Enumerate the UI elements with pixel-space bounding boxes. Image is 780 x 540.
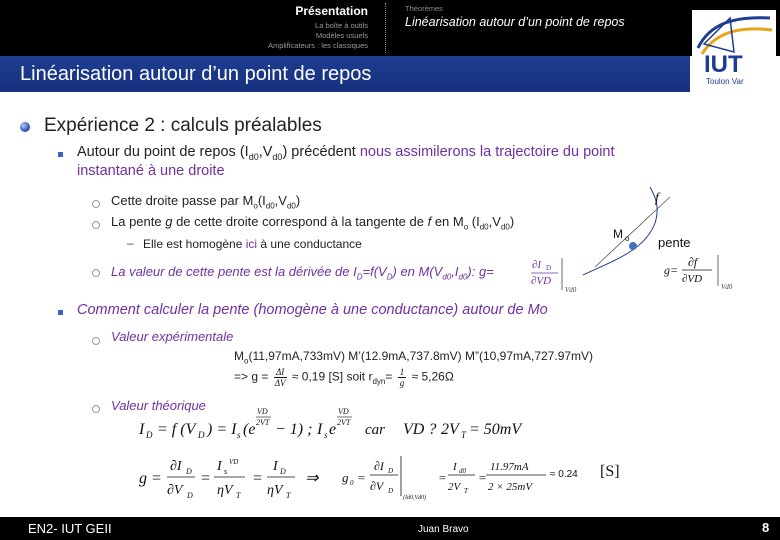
slide-title: Linéarisation autour d’un point de repos xyxy=(20,63,372,85)
svg-text:D: D xyxy=(187,491,193,500)
heading-experience: Expérience 2 : calculs préalables xyxy=(44,115,322,136)
svg-text:Vd0: Vd0 xyxy=(721,283,733,291)
bullet-circle xyxy=(92,405,100,413)
logo-subtext: Toulon Var xyxy=(706,77,744,86)
svg-text:Vd0: Vd0 xyxy=(565,286,577,294)
header-nav-item[interactable]: La boîte à outils xyxy=(315,21,368,30)
svg-text:⇒: ⇒ xyxy=(305,470,319,487)
point-label-sub: o xyxy=(625,234,630,243)
svg-text:T: T xyxy=(461,430,467,440)
bullet-circle xyxy=(92,221,100,229)
bullet-circle xyxy=(92,337,100,345)
svg-text:D: D xyxy=(146,430,153,440)
dash-bullet: – xyxy=(127,236,134,250)
dash-text-conductance: Elle est homogène ici à une conductance xyxy=(143,237,362,251)
formula-g-diagram xyxy=(662,252,747,292)
svg-text:=: = xyxy=(200,470,211,487)
header-current-section[interactable]: Linéarisation autour d’un point de repos xyxy=(405,15,625,29)
svg-text:car: car xyxy=(365,422,385,438)
svg-text:∂I: ∂I xyxy=(532,259,542,271)
experimental-result: => g = ΔI ΔV ≈ 0,19 [S] soit $r_{dyn}= 1$ g ≈ 5,26Ω xyxy=(234,367,454,388)
svg-text:I: I xyxy=(453,461,457,473)
bullet-round xyxy=(20,122,30,132)
footer-author: Juan Bravo xyxy=(418,524,469,535)
svg-text:∂VD: ∂VD xyxy=(531,275,552,287)
svg-text:T: T xyxy=(236,491,241,500)
formula-diode-equation xyxy=(135,404,535,444)
bullet-square xyxy=(58,152,63,157)
svg-text:(e: (e xyxy=(243,421,256,438)
fraction-inverse: 1 g xyxy=(399,367,405,388)
subbullet-derivee: La valeur de cette pente est la dérivée de $I_D=f(V_D)$ en $M(V_{d0},I_{d0})$: g= xyxy=(111,264,494,282)
svg-text:∂f: ∂f xyxy=(688,255,698,269)
bullet-square xyxy=(58,310,63,315)
bullet-circle xyxy=(92,200,100,208)
subbullet-pente: La pente g de cette droite correspond à la tangente de f en $M_o$ $(I_{d0},V_{d0})$ xyxy=(111,214,515,232)
svg-text:e: e xyxy=(329,421,337,438)
point-label: M xyxy=(613,227,623,241)
svg-text:VD ?: VD ? xyxy=(403,421,437,438)
header-nav-item[interactable]: Théorèmes xyxy=(405,4,443,13)
svg-text:s: s xyxy=(237,430,241,440)
svg-text:=: = xyxy=(478,470,487,485)
header-separator xyxy=(385,3,386,53)
svg-text:= f (V: = f (V xyxy=(157,421,196,438)
svg-text:∂V: ∂V xyxy=(370,479,384,493)
svg-text:∂I: ∂I xyxy=(374,459,384,473)
svg-text:D: D xyxy=(280,467,286,476)
svg-text:) = I: ) = I xyxy=(207,421,237,438)
subbullet-experimentale: Valeur expérimentale xyxy=(111,329,234,344)
svg-text:VD: VD xyxy=(257,407,268,416)
header-bar xyxy=(0,0,780,56)
experimental-points: $M_o(11,97mA,733mV)$ M’(12.9mA,737.8mV) M”(10,97mA,727.97mV) xyxy=(234,349,594,366)
svg-text:ηV: ηV xyxy=(217,483,233,498)
svg-text:=: = xyxy=(357,470,366,485)
svg-text:− 1) ;: − 1) ; xyxy=(275,421,313,438)
svg-text:d0: d0 xyxy=(459,467,466,475)
approx-value: ≈ 0.24 xyxy=(550,469,578,480)
svg-text:2V: 2V xyxy=(441,421,459,438)
header-nav-item[interactable]: Amplificateurs : les classiques xyxy=(267,41,368,50)
bullet-text-repos-cont: instantané à une droite xyxy=(77,163,225,179)
svg-text:s: s xyxy=(324,430,328,440)
svg-text:(Id0,Vd0): (Id0,Vd0) xyxy=(403,495,427,501)
subbullet-theorique: Valeur théorique xyxy=(111,398,206,413)
svg-text:2V: 2V xyxy=(448,481,461,493)
header-nav-item[interactable]: Modèles usuels xyxy=(315,31,368,40)
svg-text:11.97mA: 11.97mA xyxy=(490,461,529,473)
footer-bar xyxy=(0,517,780,540)
svg-text:=: = xyxy=(252,470,263,487)
logo-text: IUT xyxy=(704,51,743,78)
svg-text:=: = xyxy=(438,470,447,485)
svg-text:s: s xyxy=(224,467,228,476)
svg-text:T: T xyxy=(286,491,291,500)
svg-text:g =: g = xyxy=(139,470,162,487)
footer-course: EN2- IUT GEII xyxy=(28,521,112,536)
header-section-title[interactable]: Présentation xyxy=(295,4,368,18)
fraction-delta: ΔI ΔV xyxy=(274,367,286,388)
svg-text:I: I xyxy=(139,421,145,438)
bullet-text-calcul: Comment calculer la pente (homogène à une conductance) autour de Mo xyxy=(77,302,548,318)
svg-text:I: I xyxy=(273,459,278,474)
svg-text:D: D xyxy=(388,467,394,475)
svg-text:∂I: ∂I xyxy=(170,459,182,474)
svg-text:∂V: ∂V xyxy=(167,483,183,498)
svg-text:0: 0 xyxy=(350,479,354,487)
svg-text:I: I xyxy=(317,421,323,438)
svg-text:2 × 25mV: 2 × 25mV xyxy=(488,481,533,493)
svg-text:D: D xyxy=(186,467,192,476)
svg-text:g=: g= xyxy=(664,263,679,277)
svg-text:= 50mV: = 50mV xyxy=(469,421,522,438)
bullet-circle xyxy=(92,269,100,277)
header-nav-left xyxy=(200,4,368,51)
page-number: 8 xyxy=(762,520,770,535)
svg-text:I: I xyxy=(217,459,222,474)
svg-text:D: D xyxy=(546,264,552,272)
bullet-text-repos: Autour du point de repos $(I_{d0},V_{d0})$ précédent nous assimilerons la trajectoire du point xyxy=(77,144,615,162)
svg-text:ηV: ηV xyxy=(267,483,283,498)
subbullet-droite-passe: Cette droite passe par $M_o(I_{d0},V_{d0})$ xyxy=(111,193,301,211)
svg-text:∂VD: ∂VD xyxy=(682,273,703,285)
tangent-label: pente xyxy=(658,235,691,250)
unit-siemens: [S] xyxy=(600,463,620,480)
svg-text:VD: VD xyxy=(338,407,349,416)
point-mo xyxy=(629,242,637,250)
svg-text:D: D xyxy=(198,430,205,440)
svg-text:2VT: 2VT xyxy=(256,418,270,427)
svg-text:D: D xyxy=(388,487,394,495)
curve-label: f xyxy=(655,191,659,206)
iut-logo xyxy=(690,8,778,92)
svg-text:2VT: 2VT xyxy=(337,418,351,427)
svg-text:g: g xyxy=(342,470,349,485)
tangent-line xyxy=(595,197,670,267)
slide-title-bar xyxy=(0,56,690,92)
svg-text:T: T xyxy=(464,487,468,495)
svg-text:VD: VD xyxy=(229,458,239,466)
